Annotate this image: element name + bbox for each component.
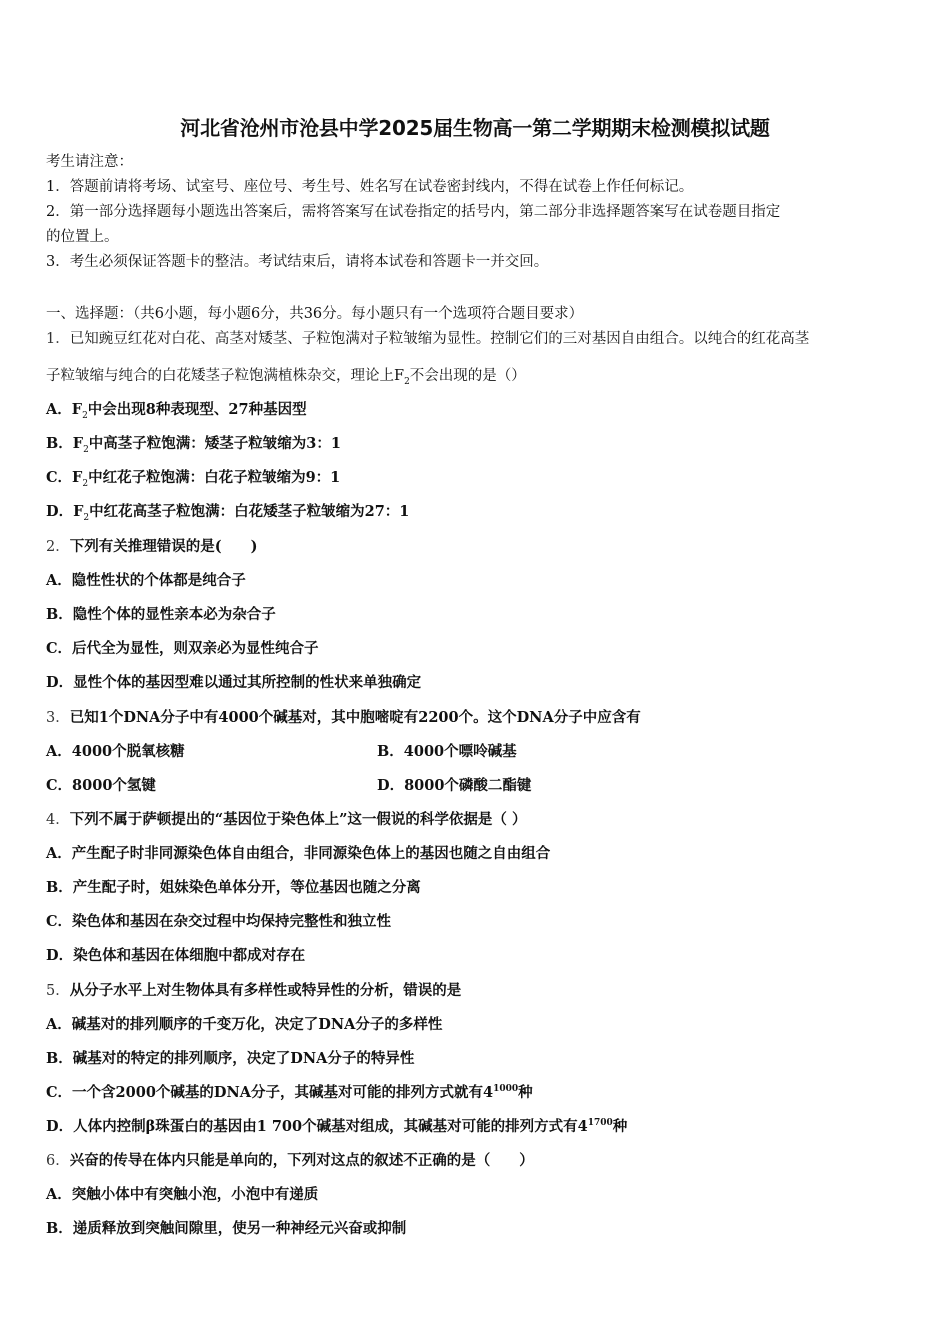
option-letter: A． bbox=[46, 1186, 72, 1203]
option-text: 碱基对的排列顺序的千变万化，决定了DNA分子的多样性 bbox=[71, 1016, 443, 1033]
option-text-post: 种 bbox=[518, 1084, 533, 1101]
question-number: 3． bbox=[46, 710, 70, 726]
option-text: 显性个体的基因型难以通过其所控制的性状来单独确定 bbox=[73, 674, 422, 691]
option-text: 碱基对的特定的排列顺序，决定了DNA分子的特异性 bbox=[72, 1050, 415, 1067]
option-letter: A． bbox=[46, 401, 72, 418]
question-6 bbox=[46, 1149, 916, 1170]
option-text: 产生配子时非同源染色体自由组合，非同源染色体上的基因也随之自由组合 bbox=[71, 845, 551, 862]
superscript: 1000 bbox=[493, 1084, 519, 1095]
superscript: 1700 bbox=[587, 1118, 613, 1129]
option-letter: C． bbox=[46, 469, 73, 486]
option-pre: F bbox=[72, 435, 84, 452]
notice-item-2: 2．第一部分选择题每小题选出答案后，需将答案写在试卷指定的括号内，第二部分非选择题答案写在试卷题目指定 bbox=[46, 204, 781, 220]
q3-option-d[interactable] bbox=[377, 774, 531, 795]
q6-option-b[interactable] bbox=[46, 1217, 406, 1238]
question-text: 兴奋的传导在体内只能是单向的，下列对这点的叙述不正确的是（ ） bbox=[69, 1152, 534, 1169]
subscript: 2 bbox=[82, 478, 89, 489]
q2-option-a[interactable] bbox=[46, 569, 246, 590]
notice-item-3: 3．考生必须保证答题卡的整洁。考试结束后，请将本试卷和答题卡一并交回。 bbox=[46, 254, 549, 270]
option-text: 后代全为显性，则双亲必为显性纯合子 bbox=[72, 640, 319, 657]
option-text: 中红花高茎子粒饱满：白花矮茎子粒皱缩为27：1 bbox=[89, 503, 410, 520]
option-letter: A． bbox=[46, 845, 72, 862]
option-letter: D． bbox=[46, 503, 74, 520]
option-text: 人体内控制β珠蛋白的基因由1 700个碱基对组成，其碱基对可能的排列方式有4 bbox=[73, 1118, 588, 1135]
q6-option-a[interactable] bbox=[46, 1183, 318, 1204]
option-letter: B． bbox=[46, 879, 73, 896]
option-text: 隐性个体的显性亲本必为杂合子 bbox=[72, 606, 276, 623]
option-letter: D． bbox=[46, 1118, 74, 1135]
option-letter: A． bbox=[46, 1016, 72, 1033]
q5-option-b[interactable] bbox=[46, 1047, 414, 1068]
notice-item-1: 1．答题前请将考场、试室号、座位号、考生号、姓名写在试卷密封线内，不得在试卷上作任何标记。 bbox=[46, 179, 694, 195]
q2-option-d[interactable] bbox=[46, 671, 421, 692]
question-text: 下列有关推理错误的是( ) bbox=[69, 538, 258, 555]
q3-option-b[interactable] bbox=[377, 740, 517, 761]
q2-option-c[interactable] bbox=[46, 637, 319, 658]
q1-option-d[interactable] bbox=[46, 500, 409, 523]
subscript: 2 bbox=[83, 444, 89, 455]
question-text: 从分子水平上对生物体具有多样性或特异性的分析，错误的是 bbox=[69, 982, 462, 999]
option-text: 4000个脱氧核糖 bbox=[71, 743, 185, 760]
question-5 bbox=[46, 979, 916, 1000]
option-letter: A． bbox=[46, 743, 72, 760]
option-letter: B． bbox=[46, 1050, 73, 1067]
option-text: 一个含2000个碱基的DNA分子，其碱基对可能的排列方式就有4 bbox=[72, 1084, 494, 1101]
option-text: 中会出现8种表现型、27种基因型 bbox=[87, 401, 307, 418]
question-text: 子粒皱缩与纯合的白花矮茎子粒饱满植株杂交，理论上F bbox=[46, 368, 405, 384]
question-text: 下列不属于萨顿提出的“基因位于染色体上”这一假说的科学依据是（ ） bbox=[69, 811, 527, 828]
q5-option-d[interactable] bbox=[46, 1115, 627, 1136]
q3-option-c[interactable] bbox=[46, 774, 156, 795]
q1-option-b[interactable] bbox=[46, 432, 341, 455]
option-letter: D． bbox=[46, 674, 74, 691]
option-letter: B． bbox=[46, 435, 73, 452]
option-pre: F bbox=[71, 401, 83, 418]
question-text: 已知1个DNA分子中有4000个碱基对，其中胞嘧啶有2200个。这个DNA分子中应含有 bbox=[69, 709, 641, 726]
option-text-post: 种 bbox=[612, 1118, 628, 1135]
question-number: 6． bbox=[46, 1153, 70, 1169]
option-letter: C． bbox=[46, 1084, 73, 1101]
question-number: 5． bbox=[46, 983, 70, 999]
option-text: 8000个磷酸二酯键 bbox=[404, 777, 532, 794]
q4-option-a[interactable] bbox=[46, 842, 550, 863]
subscript: 2 bbox=[83, 512, 90, 523]
q4-option-d[interactable] bbox=[46, 944, 305, 965]
option-letter: B． bbox=[377, 743, 404, 760]
q5-option-a[interactable] bbox=[46, 1013, 442, 1034]
notice-heading: 考生请注意： bbox=[46, 154, 133, 170]
q4-option-c[interactable] bbox=[46, 910, 391, 931]
notice-item-2-cont: 的位置上。 bbox=[46, 229, 119, 245]
question-number: 2． bbox=[46, 539, 70, 555]
q4-option-b[interactable] bbox=[46, 876, 421, 897]
option-letter: C． bbox=[46, 777, 73, 794]
question-text: 不会出现的是（） bbox=[409, 368, 526, 384]
option-text: 8000个氢键 bbox=[72, 777, 156, 794]
option-text: 隐性性状的个体都是纯合子 bbox=[71, 572, 246, 589]
subscript: 2 bbox=[82, 410, 88, 421]
option-text: 染色体和基因在体细胞中都成对存在 bbox=[73, 947, 306, 964]
option-text: 4000个嘌呤碱基 bbox=[403, 743, 517, 760]
section-heading: 一、选择题：（共6小题，每小题6分，共36分。每小题只有一个选项符合题目要求） bbox=[46, 306, 584, 322]
option-letter: D． bbox=[46, 947, 74, 964]
q2-option-b[interactable] bbox=[46, 603, 276, 624]
option-text: 中高茎子粒饱满：矮茎子粒皱缩为3：1 bbox=[88, 435, 341, 452]
q5-option-c[interactable] bbox=[46, 1081, 533, 1102]
option-letter: C． bbox=[46, 913, 73, 930]
q1-option-c[interactable] bbox=[46, 466, 340, 489]
option-letter: B． bbox=[46, 606, 73, 623]
option-text: 染色体和基因在杂交过程中均保持完整性和独立性 bbox=[72, 913, 392, 930]
question-2 bbox=[46, 535, 916, 556]
question-number: 1． bbox=[46, 331, 70, 347]
question-text: 已知豌豆红花对白花、高茎对矮茎、子粒饱满对子粒皱缩为显性。控制它们的三对基因自由组合。以纯合的红花高茎 bbox=[69, 331, 810, 347]
question-3 bbox=[46, 706, 916, 727]
question-1 bbox=[46, 327, 916, 348]
q3-option-a[interactable] bbox=[46, 740, 185, 761]
option-pre: F bbox=[72, 469, 83, 486]
subscript: 2 bbox=[404, 376, 410, 387]
question-1-cont bbox=[46, 364, 916, 387]
option-pre: F bbox=[73, 503, 84, 520]
option-text: 突触小体中有突触小泡，小泡中有递质 bbox=[71, 1186, 319, 1203]
page-title: 河北省沧州市沧县中学2025届生物高一第二学期期末检测模拟试题 bbox=[180, 116, 770, 140]
q1-option-a[interactable] bbox=[46, 398, 307, 421]
option-letter: C． bbox=[46, 640, 73, 657]
option-letter: A． bbox=[46, 572, 72, 589]
option-letter: D． bbox=[377, 777, 405, 794]
option-text: 递质释放到突触间隙里，使另一种神经元兴奋或抑制 bbox=[72, 1220, 407, 1237]
question-number: 4． bbox=[46, 812, 70, 828]
option-letter: B． bbox=[46, 1220, 73, 1237]
option-text: 中红花子粒饱满：白花子粒皱缩为9：1 bbox=[88, 469, 341, 486]
option-text: 产生配子时，姐妹染色单体分开，等位基因也随之分离 bbox=[72, 879, 421, 896]
question-4 bbox=[46, 808, 916, 829]
